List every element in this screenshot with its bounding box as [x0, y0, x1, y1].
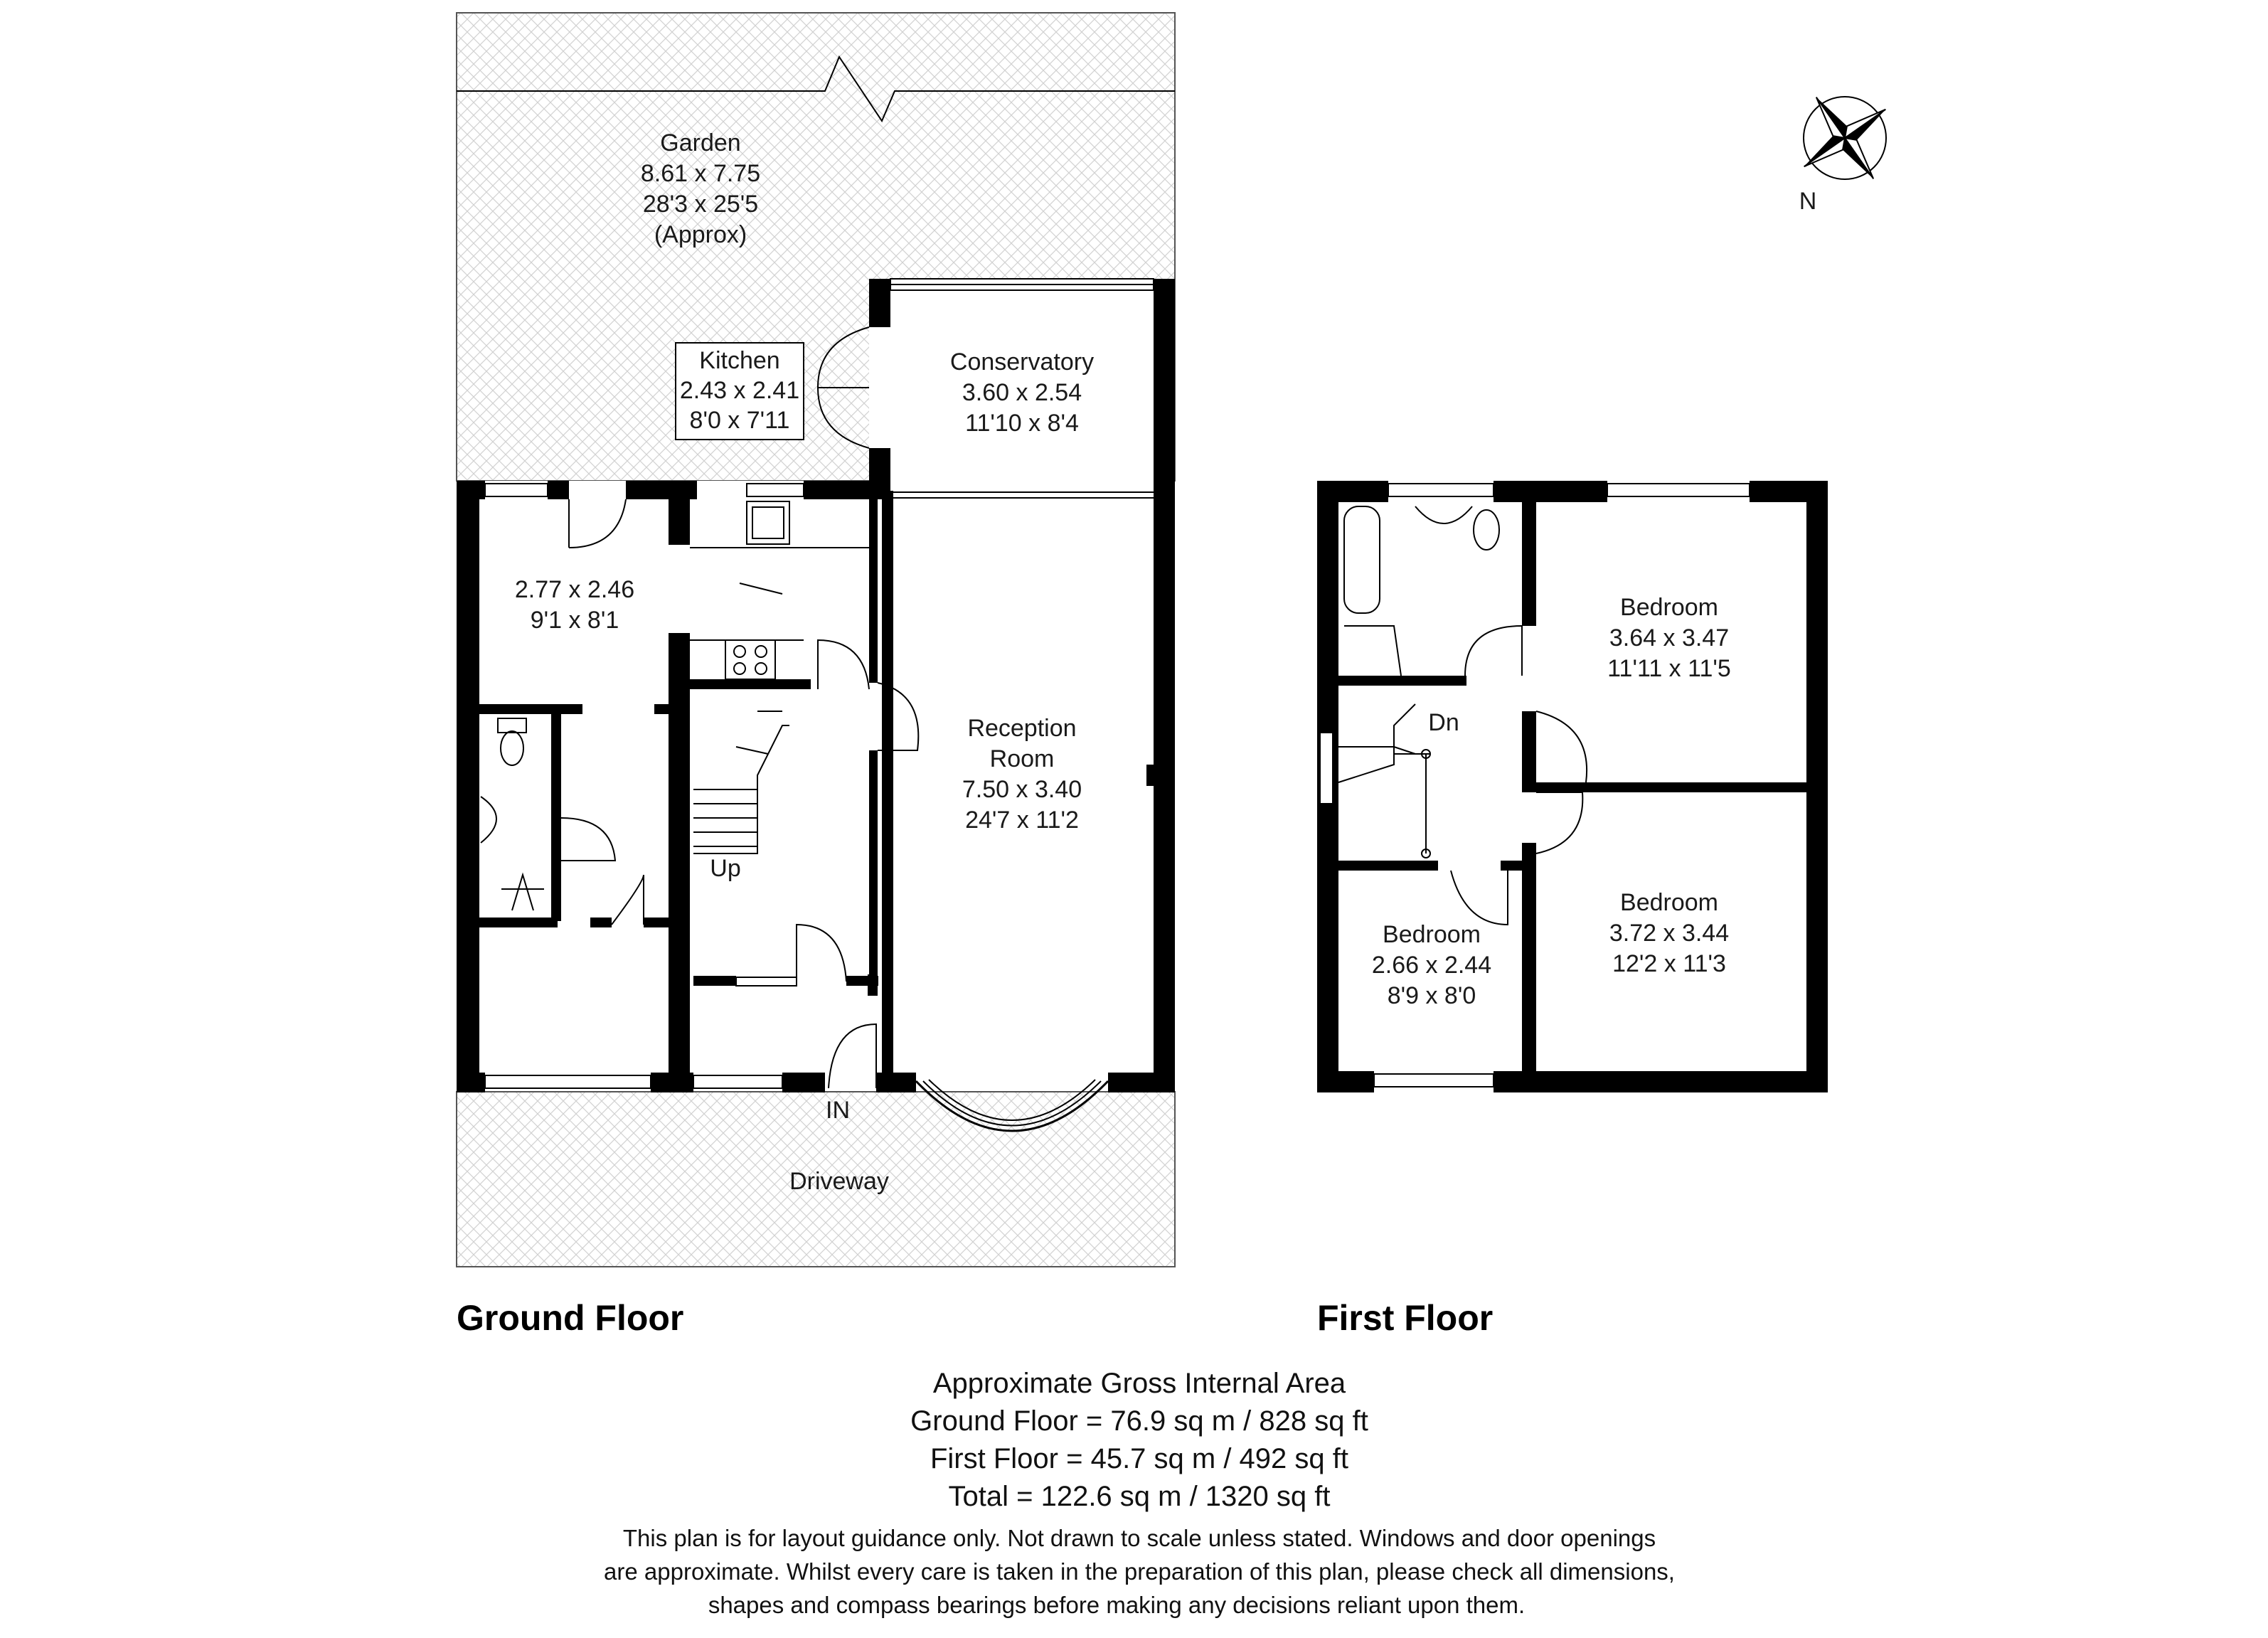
kitchen-label — [676, 343, 804, 440]
svg-text:12'2 x 11'3: 12'2 x 11'3 — [1612, 950, 1726, 977]
svg-text:8'9 x 8'0: 8'9 x 8'0 — [1387, 982, 1476, 1009]
svg-text:2.66 x 2.44: 2.66 x 2.44 — [1371, 952, 1492, 979]
front-window-hall — [693, 1075, 782, 1088]
disclaimer — [604, 1525, 1675, 1618]
area-summary — [910, 1368, 1368, 1512]
driveway-label: Driveway — [789, 1168, 889, 1195]
svg-text:Bedroom: Bedroom — [1620, 889, 1718, 916]
svg-text:2.43 x 2.41: 2.43 x 2.41 — [679, 377, 800, 404]
ground-floor — [457, 13, 1175, 1338]
svg-text:Kitchen: Kitchen — [699, 347, 780, 374]
svg-text:2.77 x 2.46: 2.77 x 2.46 — [514, 576, 635, 603]
front-window-left — [485, 1075, 651, 1088]
svg-text:Total = 122.6 sq m / 1320 sq f: Total = 122.6 sq m / 1320 sq ft — [948, 1481, 1331, 1512]
entrance-label: IN — [826, 1097, 850, 1124]
svg-text:28'3 x 25'5: 28'3 x 25'5 — [642, 191, 759, 218]
svg-text:9'1 x 8'1: 9'1 x 8'1 — [530, 607, 619, 634]
svg-text:shapes and compass bearings be: shapes and compass bearings before making any decisions reliant upon them. — [708, 1592, 1526, 1618]
svg-text:are approximate. Whilst every: are approximate. Whilst every care is taken in the preparation of this plan, please check all dimensions, — [604, 1558, 1675, 1585]
svg-text:3.64 x 3.47: 3.64 x 3.47 — [1609, 624, 1730, 652]
first-floor — [1317, 481, 1828, 1338]
svg-text:(Approx): (Approx) — [654, 221, 747, 248]
svg-text:7.50 x 3.40: 7.50 x 3.40 — [962, 776, 1082, 803]
svg-text:8'0 x 7'11: 8'0 x 7'11 — [689, 407, 790, 434]
kitchen-window — [747, 484, 804, 496]
svg-text:First Floor = 45.7 sq m / 492: First Floor = 45.7 sq m / 492 sq ft — [930, 1443, 1349, 1474]
bedroom-1-window — [1607, 484, 1750, 496]
stairs-down-label: Dn — [1428, 709, 1459, 736]
svg-text:Room: Room — [989, 745, 1055, 772]
svg-text:24'7 x 11'2: 24'7 x 11'2 — [965, 807, 1079, 834]
svg-text:8.61 x 7.75: 8.61 x 7.75 — [640, 160, 761, 187]
stairs-up-label: Up — [710, 855, 741, 882]
first-floor-title: First Floor — [1317, 1298, 1494, 1338]
conservatory-label — [950, 349, 1094, 437]
bedroom-3-window — [1374, 1074, 1494, 1087]
compass-rose-icon — [1776, 69, 1915, 208]
svg-text:This plan is for layout guidan: This plan is for layout guidance only. Not drawn to scale unless stated. Windows and door openings — [622, 1525, 1656, 1551]
svg-text:Bedroom: Bedroom — [1383, 921, 1481, 948]
bedroom-1-label — [1607, 594, 1731, 682]
bathroom-window — [1388, 484, 1494, 496]
bedroom-3-label — [1372, 921, 1491, 1009]
svg-text:Ground Floor = 76.9 sq m / 828: Ground Floor = 76.9 sq m / 828 sq ft — [910, 1405, 1368, 1437]
svg-text:11'11 x 11'5: 11'11 x 11'5 — [1607, 655, 1731, 682]
ground-floor-title: Ground Floor — [457, 1298, 684, 1338]
svg-text:Conservatory: Conservatory — [949, 349, 1095, 376]
svg-text:Approximate Gross Internal Are: Approximate Gross Internal Area — [932, 1368, 1346, 1399]
svg-text:Reception: Reception — [967, 715, 1077, 742]
hall-inner-window — [736, 977, 797, 986]
compass-north-label: N — [1799, 188, 1817, 215]
bedroom-2-label — [1609, 889, 1729, 977]
utility-back-window — [485, 484, 548, 496]
landing-window — [1320, 733, 1333, 804]
svg-text:3.60 x 2.54: 3.60 x 2.54 — [962, 379, 1082, 406]
svg-text:Bedroom: Bedroom — [1620, 594, 1718, 621]
svg-text:3.72 x 3.44: 3.72 x 3.44 — [1609, 920, 1730, 947]
svg-text:11'10 x 8'4: 11'10 x 8'4 — [965, 410, 1079, 437]
svg-text:Garden: Garden — [660, 129, 741, 156]
